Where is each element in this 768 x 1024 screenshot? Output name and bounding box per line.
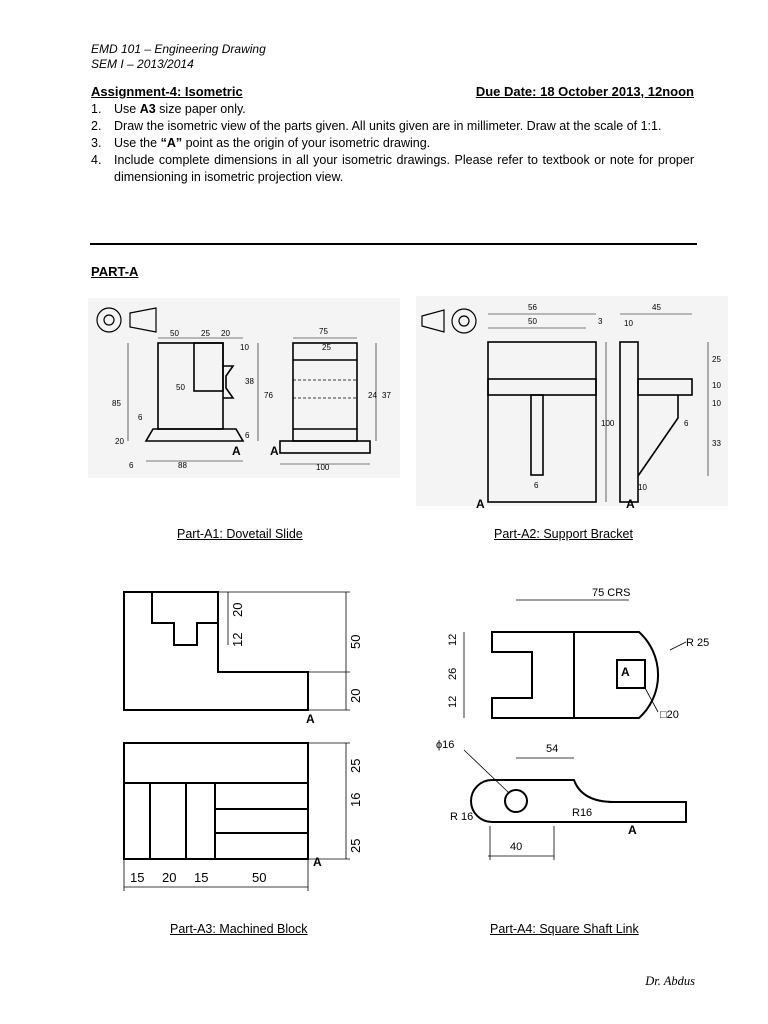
svg-text:33: 33 xyxy=(712,439,721,448)
svg-text:85: 85 xyxy=(112,399,121,408)
svg-text:50: 50 xyxy=(252,870,267,885)
figure-a4-square-shaft-link xyxy=(424,580,724,880)
svg-text:10: 10 xyxy=(240,343,249,352)
svg-text:10: 10 xyxy=(712,381,721,390)
svg-text:76: 76 xyxy=(264,391,273,400)
svg-text:25: 25 xyxy=(322,343,331,352)
svg-text:20: 20 xyxy=(221,329,230,338)
svg-text:10: 10 xyxy=(624,319,633,328)
svg-text:3: 3 xyxy=(598,317,603,326)
due-date: Due Date: 18 October 2013, 12noon xyxy=(475,84,694,99)
svg-text:25: 25 xyxy=(201,329,210,338)
figure-a1-dovetail-slide xyxy=(88,298,400,478)
svg-text:□20: □20 xyxy=(660,709,679,721)
figure-a2-support-bracket xyxy=(416,296,728,506)
svg-text:20: 20 xyxy=(348,688,363,703)
caption-a3: Part-A3: Machined Block xyxy=(170,922,308,936)
author-signature: Dr. Abdus xyxy=(645,974,695,988)
horizontal-rule xyxy=(90,243,697,245)
svg-text:10: 10 xyxy=(638,483,647,492)
svg-text:100: 100 xyxy=(601,419,615,428)
svg-text:25: 25 xyxy=(348,838,363,853)
svg-text:12: 12 xyxy=(447,633,459,646)
part-heading: PART-A xyxy=(91,264,139,279)
origin-label-a1-side: A xyxy=(270,444,279,458)
svg-text:R16: R16 xyxy=(572,807,593,819)
origin-label-a2: A xyxy=(476,497,485,511)
svg-text:12: 12 xyxy=(230,632,245,647)
svg-text:24: 24 xyxy=(368,391,377,400)
svg-text:15: 15 xyxy=(130,870,145,885)
svg-text:12: 12 xyxy=(447,695,459,708)
assignment-title: Assignment-4: Isometric xyxy=(91,84,243,99)
origin-label-a4-front: A xyxy=(628,823,637,837)
caption-a1: Part-A1: Dovetail Slide xyxy=(177,527,303,541)
svg-text:6: 6 xyxy=(129,461,134,470)
svg-text:R 16: R 16 xyxy=(450,811,474,823)
figure-a3-machined-block xyxy=(110,575,382,897)
svg-text:6: 6 xyxy=(684,419,689,428)
svg-text:37: 37 xyxy=(382,391,391,400)
svg-text:38: 38 xyxy=(245,377,254,386)
svg-text:40: 40 xyxy=(510,841,523,853)
svg-text:50: 50 xyxy=(528,317,537,326)
svg-text:20: 20 xyxy=(230,602,245,617)
svg-text:75: 75 xyxy=(319,327,328,336)
instructions-list xyxy=(91,101,694,186)
instruction-item: 1. Use A3 size paper only. xyxy=(91,102,246,116)
origin-label-a1: A xyxy=(232,444,241,458)
svg-text:ϕ16: ϕ16 xyxy=(436,739,455,751)
origin-label-a3-front: A xyxy=(313,855,322,869)
svg-text:R 25: R 25 xyxy=(686,637,710,649)
svg-text:50: 50 xyxy=(176,383,185,392)
svg-text:15: 15 xyxy=(194,870,209,885)
semester: SEM I – 2013/2014 xyxy=(91,57,194,71)
instruction-item: 4. Include complete dimensions in all your isometric drawings. Please refer to textbook or note for proper dimensioning in isometric projection view. xyxy=(91,153,694,184)
caption-a2: Part-A2: Support Bracket xyxy=(494,527,633,541)
svg-text:54: 54 xyxy=(546,743,559,755)
svg-text:25: 25 xyxy=(712,355,721,364)
svg-text:6: 6 xyxy=(534,481,539,490)
svg-text:25: 25 xyxy=(348,758,363,773)
svg-text:100: 100 xyxy=(316,463,330,472)
svg-text:26: 26 xyxy=(447,667,459,680)
svg-text:75 CRS: 75 CRS xyxy=(592,587,631,599)
caption-a4: Part-A4: Square Shaft Link xyxy=(490,922,639,936)
origin-label-a3-top: A xyxy=(306,712,315,726)
svg-text:6: 6 xyxy=(138,413,143,422)
instruction-item: 3. Use the “A” point as the origin of your isometric drawing. xyxy=(91,136,431,150)
course-header xyxy=(91,42,266,72)
svg-text:10: 10 xyxy=(712,399,721,408)
svg-text:20: 20 xyxy=(162,870,177,885)
origin-label-a4-top: A xyxy=(621,665,630,679)
instruction-item: 2. Draw the isometric view of the parts given. All units given are in millimeter. Draw at the scale of 1:1. xyxy=(91,119,662,133)
svg-text:50: 50 xyxy=(348,634,363,649)
svg-text:56: 56 xyxy=(528,303,537,312)
course-title: EMD 101 – Engineering Drawing xyxy=(91,42,266,56)
svg-text:16: 16 xyxy=(348,792,363,807)
svg-text:6: 6 xyxy=(245,431,250,440)
svg-text:88: 88 xyxy=(178,461,187,470)
svg-text:45: 45 xyxy=(652,303,661,312)
svg-text:20: 20 xyxy=(115,437,124,446)
svg-text:50: 50 xyxy=(170,329,179,338)
origin-label-a2-side: A xyxy=(626,497,635,511)
